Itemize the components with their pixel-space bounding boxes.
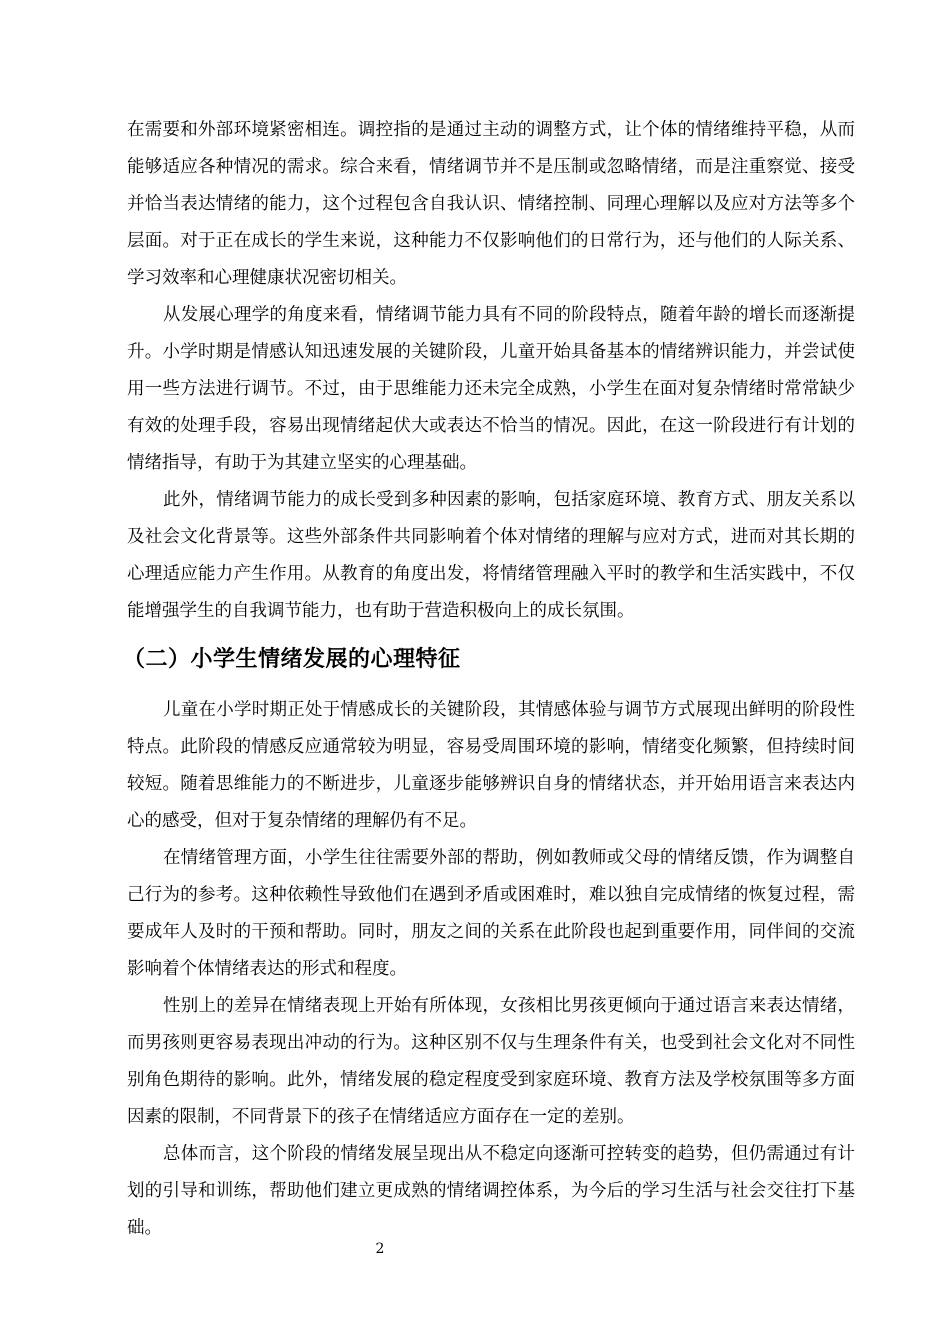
body-paragraph: 性别上的差异在情绪表现上开始有所体现，女孩相比男孩更倾向于通过语言来表达情绪，而男孩则更容易表现出冲动的行为。这种区别不仅与生理条件有关，也受到社会文化对不同性别角色期待的影响。此外，情绪发展的稳定程度受到家庭环境、教育方法及学校氛围等多方面因素的限制，不同背景下的孩子在情绪适应方面存在一定的差别。 (127, 996, 855, 1127)
page-number: 2 (375, 1241, 385, 1257)
body-paragraph: 从发展心理学的角度来看，情绪调节能力具有不同的阶段特点，随着年龄的增长而逐渐提升。小学时期是情感认知迅速发展的关键阶段，儿童开始具备基本的情绪辨识能力，并尝试使用一些方法进行调节。不过，由于思维能力还未完全成熟，小学生在面对复杂情绪时常常缺少有效的处理手段，容易出现情绪起伏大或表达不恰当的情况。因此，在这一阶段进行有计划的情绪指导，有助于为其建立坚实的心理基础。 (127, 305, 855, 473)
section-heading: （二）小学生情绪发展的心理特征 (123, 647, 461, 672)
body-paragraph: 此外，情绪调节能力的成长受到多种因素的影响，包括家庭环境、教育方式、朋友关系以及社会文化背景等。这些外部条件共同影响着个体对情绪的理解与应对方式，进而对其长期的心理适应能力产生作用。从教育的角度出发，将情绪管理融入平时的教学和生活实践中，不仅能增强学生的自我调节能力，也有助于营造积极向上的成长氛围。 (127, 490, 855, 621)
page-body (123, 112, 855, 1247)
body-paragraph: 在情绪管理方面，小学生往往需要外部的帮助，例如教师或父母的情绪反馈，作为调整自己行为的参考。这种依赖性导致他们在遇到矛盾或困难时，难以独自完成情绪的恢复过程，需要成年人及时的干预和帮助。同时，朋友之间的关系在此阶段也起到重要作用，同伴间的交流影响着个体情绪表达的形式和程度。 (127, 848, 855, 979)
body-paragraph: 儿童在小学时期正处于情感成长的关键阶段，其情感体验与调节方式展现出鲜明的阶段性特点。此阶段的情感反应通常较为明显，容易受周围环境的影响，情绪变化频繁，但持续时间较短。随着思维能力的不断进步，儿童逐步能够辨识自身的情绪状态，并开始用语言来表达内心的感受，但对于复杂情绪的理解仍有不足。 (127, 700, 855, 831)
body-paragraph: 在需要和外部环境紧密相连。调控指的是通过主动的调整方式，让个体的情绪维持平稳，从而能够适应各种情况的需求。综合来看，情绪调节并不是压制或忽略情绪，而是注重察觉、接受并恰当表达情绪的能力，这个过程包含自我认识、情绪控制、同理心理解以及应对方法等多个层面。对于正在成长的学生来说，这种能力不仅影响他们的日常行为，还与他们的人际关系、学习效率和心理健康状况密切相关。 (127, 120, 855, 288)
body-paragraph: 总体而言，这个阶段的情绪发展呈现出从不稳定向逐渐可控转变的趋势，但仍需通过有计划的引导和训练，帮助他们建立更成熟的情绪调控体系，为今后的学习生活与社会交往打下基础。 (127, 1144, 855, 1238)
